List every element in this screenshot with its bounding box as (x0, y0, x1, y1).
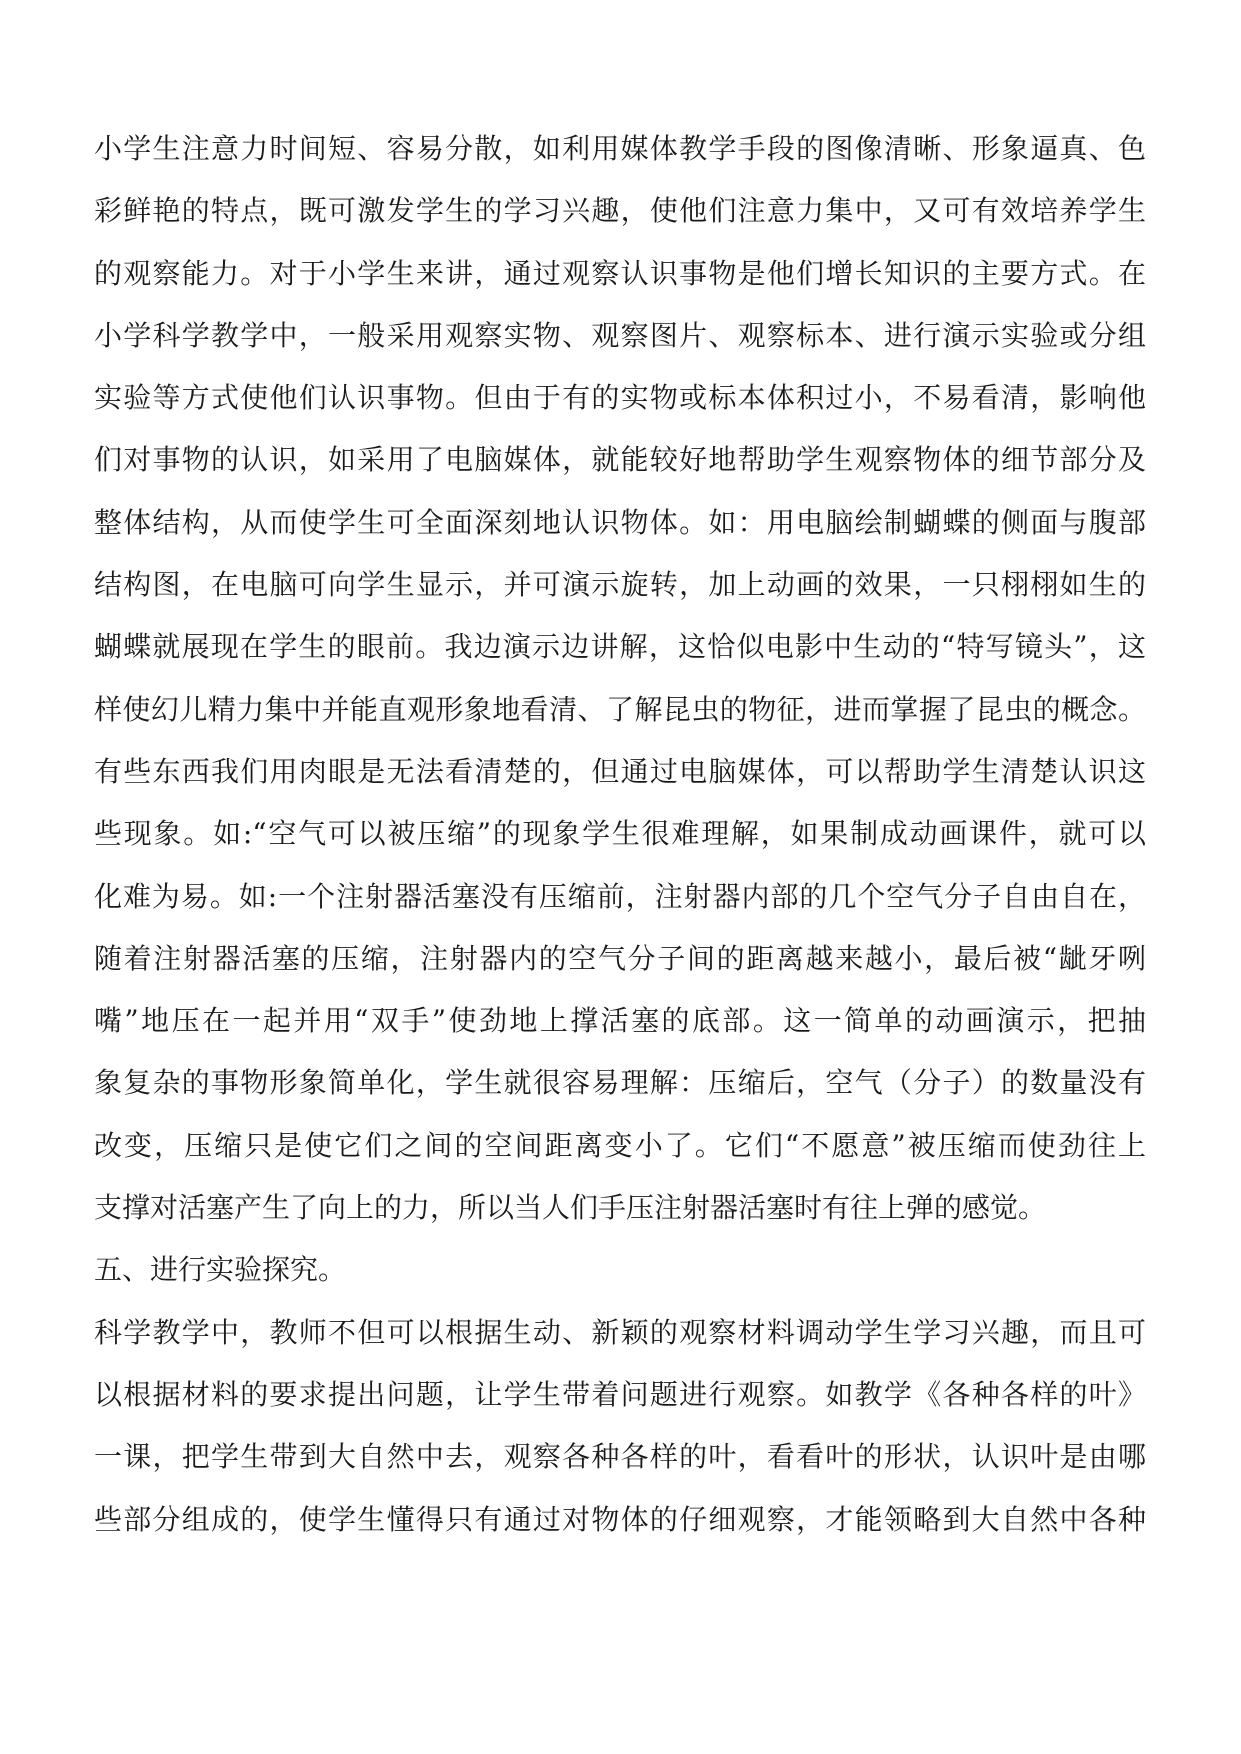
text-line: 有些东西我们用肉眼是无法看清楚的，但通过电脑媒体，可以帮助学生清楚认识这 (94, 754, 1146, 788)
text-line: 蝴蝶就展现在学生的眼前。我边演示边讲解，这恰似电影中生动的“特写镜头”，这 (94, 630, 1146, 664)
text-line: 彩鲜艳的特点，既可激发学生的学习兴趣，使他们注意力集中，又可有效培养学生 (94, 194, 1146, 228)
text-line: 样使幻儿精力集中并能直观形象地看清、了解昆虫的物征，进而掌握了昆虫的概念。 (94, 692, 1146, 726)
text-line: 以根据材料的要求提出问题，让学生带着问题进行观察。如教学《各种各样的叶》 (94, 1377, 1146, 1411)
text-line: 一课，把学生带到大自然中去，观察各种各样的叶，看看叶的形状，认识叶是由哪 (94, 1440, 1146, 1474)
text-line: 嘴”地压在一起并用“双手”使劲地上撑活塞的底部。这一简单的动画演示，把抽 (94, 1004, 1146, 1038)
text-line: 的观察能力。对于小学生来讲，通过观察认识事物是他们增长知识的主要方式。在 (94, 256, 1146, 290)
text-line: 化难为易。如:一个注射器活塞没有压缩前，注射器内部的几个空气分子自由自在， (94, 879, 1146, 913)
text-line: 些现象。如:“空气可以被压缩”的现象学生很难理解，如果制成动画课件，就可以 (94, 817, 1146, 851)
section-heading: 五、进行实验探究。 (94, 1253, 347, 1287)
text-line: 象复杂的事物形象简单化，学生就很容易理解：压缩后，空气（分子）的数量没有 (94, 1066, 1146, 1100)
text-line: 科学教学中，教师不但可以根据生动、新颖的观察材料调动学生学习兴趣，而且可 (94, 1315, 1146, 1349)
text-line: 小学科学教学中，一般采用观察实物、观察图片、观察标本、进行演示实验或分组 (94, 318, 1146, 352)
text-line: 随着注射器活塞的压缩，注射器内的空气分子间的距离越来越小，最后被“龇牙咧 (94, 941, 1146, 975)
text-line: 小学生注意力时间短、容易分散，如利用媒体教学手段的图像清晰、形象逼真、色 (94, 132, 1146, 165)
text-line: 结构图，在电脑可向学生显示，并可演示旋转，加上动画的效果，一只栩栩如生的 (94, 568, 1146, 602)
text-line: 支撑对活塞产生了向上的力，所以当人们手压注射器活塞时有往上弹的感觉。 (94, 1191, 1047, 1225)
text-line: 整体结构，从而使学生可全面深刻地认识物体。如：用电脑绘制蝴蝶的侧面与腹部 (94, 505, 1146, 539)
text-line: 些部分组成的，使学生懂得只有通过对物体的仔细观察，才能领略到大自然中各种 (94, 1502, 1146, 1536)
text-line: 实验等方式使他们认识事物。但由于有的实物或标本体积过小，不易看清，影响他 (94, 381, 1146, 415)
text-line: 改变，压缩只是使它们之间的空间距离变小了。它们“不愿意”被压缩而使劲往上 (94, 1128, 1146, 1162)
text-line: 们对事物的认识，如采用了电脑媒体，就能较好地帮助学生观察物体的细节部分及 (94, 443, 1146, 477)
body-text (94, 118, 1146, 1551)
